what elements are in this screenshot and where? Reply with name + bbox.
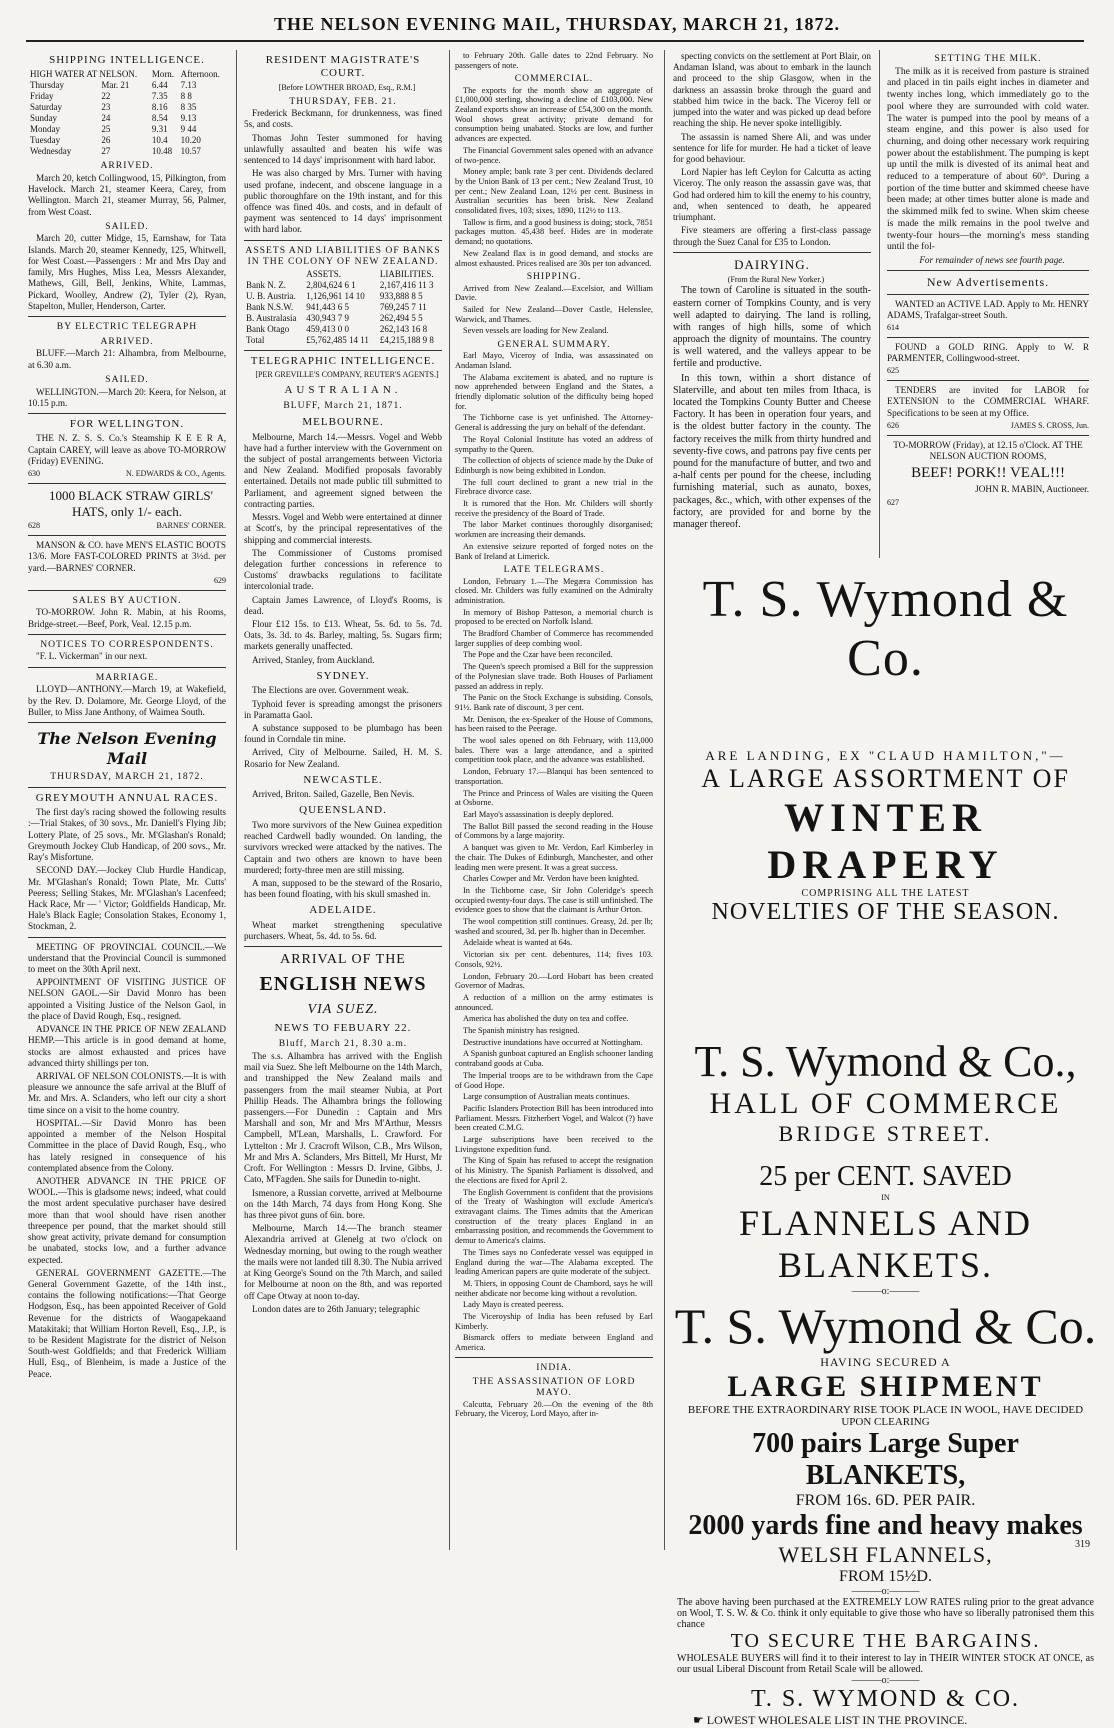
rule [28, 590, 226, 591]
advert: TO-MORROW (Friday), at 12.15 o'Clock. AT THE NELSON AUCTION ROOMS, [893, 439, 1083, 461]
advert-line: FROM 15½D. [839, 1568, 932, 1585]
table-cell: 22 [101, 91, 111, 102]
rule [244, 350, 442, 351]
advert-line: NOVELTIES OF THE SEASON. [711, 899, 1060, 925]
paragraph: HOSPITAL.—Sir David Monro has been appointed a member of the Nelson Hospital Committee in the place of David Rough, Esq., who has lately resigned in consequence of his contemplated absence from the Colony. [28, 1117, 226, 1173]
advert: WANTED an ACTIVE LAD. Apply to Mr. HENRY ADAMS, Trafalgar-street South. [887, 298, 1089, 321]
ad-signer: JAMES S. CROSS, Jun. [1010, 420, 1089, 430]
subheading: NOTICES TO CORRESPONDENTS. [40, 638, 214, 650]
table-cell: Friday [30, 91, 54, 102]
rule [455, 1357, 653, 1358]
paragraph: In this town, within a short distance of Slaterville, and about ten miles from Ithaca, is located the Tompkins County Butter and Cheese Factory. It has been in operation four years, and is the oldest butter factory in the county. The factory receives the milk from thirty hundred and seventy-five cows, and patrons pay five cents per pound for the manufacture of butter, and two and a-half cents per pound for the cheese, including furnishing material, such as aunato, boxes, packages, &c., which, with other expenses of the factory, are provided for and borne by the manager thereof. [673, 372, 871, 530]
table-cell: 25 [101, 124, 111, 135]
subheading: ARRIVED. [100, 160, 154, 172]
paragraph: The labor Market continues thoroughly disorganised; workmen are increasing their demands. [455, 520, 653, 540]
table-cell: Thursday [30, 80, 64, 91]
section-heading: RESIDENT MAGISTRATE'S COURT. [265, 54, 421, 80]
paragraph: SECOND DAY.—Jockey Club Hurdle Handicap, Mr. M'Glashan's Ronald; Town Plate, Mr. Cutts' Peeress; Selling Stakes, Mr. M'Glashan's Lacenfeed; Hack Race, Mr — ' Victor; Goldfields Handicap, Mr. Hale's Black Eagle; Consolation Stakes, Economy 1, Stockman, 2. [28, 865, 226, 932]
paragraph: Seven vessels are loading for New Zealand. [463, 326, 609, 336]
subheading: SHIPPING. [526, 271, 582, 283]
paragraph: The Imperial troops are to be withdrawn from the Cape of Good Hope. [455, 1070, 653, 1090]
advert-line: HAVING SECURED A [820, 1355, 951, 1369]
advert-line: WELSH FLANNELS, [778, 1542, 993, 1567]
paragraph: A banquet was given to Mr. Verdon, Earl Kimberley in the chair. The Dukes of Edinburgh, Manchester, and other leading men were present. It was a great success. [455, 843, 653, 872]
banks-table [244, 269, 442, 346]
table-cell: 933,888 8 5 [379, 291, 423, 302]
paragraph: APPOINTMENT OF VISITING JUSTICE OF NELSON GAOL.—Sir David Monro has been appointed a Visiting Justice of the Nelson Gaol, in the place of David Rough, Esq., resigned. [28, 977, 226, 1021]
ad-number: 630 [28, 469, 40, 479]
table-cell: 769,245 7 11 [379, 301, 427, 312]
column-2 [244, 50, 442, 1550]
ad-signature [28, 469, 226, 479]
advert-items: BEEF! PORK!! VEAL!!! [911, 465, 1065, 482]
paragraph: London, February 20.—Lord Hobart has been created Governor of Madras. [455, 971, 653, 991]
section-heading: NEWS TO FEBUARY 22. [274, 1021, 412, 1034]
paragraph: Victorian six per cent. debentures, 114; fives 103. Consols, 92½. [455, 950, 653, 969]
advert-paragraph: WHOLESALE BUYERS will find it to their interest to lay in THEIR WINTER STOCK AT ONCE, as our usual Liberal Discount from Retail Scale will be allowed. [677, 1653, 1094, 1675]
table-cell: 8 8 [180, 91, 192, 102]
ad-number: 614 [887, 323, 899, 333]
ad-number: 629 [214, 575, 226, 585]
paragraph: Melbourne, March 14.—Messrs. Vogel and Webb have had a further interview with the Government on the subject of postal arrangements between Victoria and New Zealand. Modified proposals favorably entertained. Details not made public till submitted to Parliament, and agreement signed between the contracting parties. [244, 431, 442, 509]
paragraph: Arrived, City of Melbourne. Sailed, H. M. S. Rosario for New Zealand. [244, 747, 442, 769]
advert-line: FROM 16s. 6D. PER PAIR. [795, 1492, 976, 1509]
paragraph: Frederick Beckmann, for drunkenness, was fined 5s, and costs. [244, 108, 442, 130]
paragraph: March 20, ketch Collingwood, 15, Pilkington, from Havelock. March 21, steamer Keera, Carey, from Wellington. March 21, steamer Murray, 56, Palmer, from West Coast. [28, 172, 226, 217]
paragraph: A man, supposed to be the steward of the Rosario, has been found floating, with his skull smashed in. [244, 877, 442, 900]
subheading: BLUFF, March 21, 1871. [283, 400, 403, 412]
section-heading: GREYMOUTH ANNUAL RACES. [35, 791, 219, 804]
paragraph: America has abolished the duty on tea and coffee. [463, 1014, 629, 1024]
paragraph: Lord Napier has left Ceylon for Calcutta as acting Viceroy. The only reason the assassin gave was, that God had ordered him to kill the enemy to his country, and, when sentenced to death, he appeared triumphant. [673, 167, 871, 223]
paragraph: TO-MORROW. John R. Mabin, at his Rooms, Bridge-street.—Beef, Pork, Veal. 12.15 p.m. [28, 607, 226, 629]
paragraph: Thomas John Tester summoned for having unlawfully assaulted and beaten his wife was sentenced to 14 days' imprisonment with hard labor. [244, 132, 442, 166]
paragraph: LLOYD—ANTHONY.—March 19, at Wakefield, by the Rev. D. Dolamore, Mr. George Lloyd, of the Buller, to Miss Jane Anthony, of Waimea South. [28, 684, 226, 717]
table-header: ASSETS. [306, 269, 341, 280]
paper-title: The Nelson Evening Mail [37, 729, 217, 768]
table-cell: 8 35 [180, 102, 197, 113]
ad-signature [887, 323, 1089, 333]
table-cell: 2,804,624 6 1 [306, 280, 356, 291]
paragraph: to February 20th. Galle dates to 22nd February. No passengers of note. [455, 51, 653, 70]
table-header: LIABILITIES. [379, 269, 434, 280]
advert-line-text: LOWEST WHOLESALE LIST IN THE PROVINCE. [706, 1713, 968, 1727]
subheading: SETTING THE MILK. [934, 53, 1042, 64]
paragraph: The milk as it is received from pasture is strained and placed in tin pails eight inches in diameter and twenty inches long, which immediately go to the pool where they are surrounded with cold water. The water is pumped into the pool by means of a steam engine, and this power is also used for churning, and doing other necessary work requiring power about the establishment. The pumping is kept up until the milk is divested of its animal heat and reduced to a temperature of about 60°. During a portion of the time butter and skimmed cheese have been made; at other times butter alone is made and the skimmed milk fed to swine. When skim cheese is made the milk remains in the pool twelve and twenty-four hours—the morning's mess standing until the fol- [887, 65, 1089, 253]
paragraph: The full court declined to grant a new trial in the Firebrace divorce case. [455, 477, 653, 497]
table-cell: Sunday [30, 113, 57, 124]
rule [28, 937, 226, 938]
ad-signature [28, 576, 226, 586]
table-row [28, 80, 226, 91]
paragraph: Money ample; bank rate 3 per cent. Dividends declared by the Union Bank of 13 per cent.; New Zealand Trust, 10 per cent.; New Zealand Loan, 12½ per cent. Business in Australian securities has been brisk. New Zealand consolidated fives, 103; sixes, 1890, 112½ to 113. [455, 167, 653, 216]
subheading: BY ELECTRIC TELEGRAPH [56, 320, 198, 332]
paragraph: Typhoid fever is spreading amongst the prisoners in Paramatta Gaol. [244, 698, 442, 720]
advert-line: HALL OF COMMERCE [709, 1087, 1062, 1120]
paragraph: The Financial Government sales opened with an advance of two-pence. [455, 145, 653, 165]
dairy-source: (From the Rural New Yorker.) [727, 274, 825, 284]
paragraph: A Spanish gunboat captured an English schooner landing contraband goods at Cuba. [455, 1049, 653, 1069]
table-header: HIGH WATER AT NELSON. [30, 69, 138, 80]
table-cell: 6.44 [151, 80, 168, 91]
advert-paragraph: The above having been purchased at the EXTREMELY LOW RATES ruling prior to the great advance on Wool, T. S. W. & Co. think it only equitable to give those who have so liberally patronised them this chance [677, 1597, 1094, 1630]
table-cell: 24 [101, 113, 111, 124]
paragraph: Lady Mayo is created peeress. [463, 1300, 564, 1310]
paragraph: Sailed for New Zealand—Dover Castle, Helenslee, Warwick, and Thames. [455, 304, 653, 324]
section-heading: VIA SUEZ. [307, 1001, 379, 1017]
table-cell: 7.13 [180, 80, 197, 91]
paragraph: Destructive inundations have occurred at Nottingham. [463, 1037, 643, 1047]
separator: ———o:——— [851, 1675, 920, 1686]
ad-signature [887, 498, 1089, 508]
paragraph: The Tichborne case is yet unfinished. The Attorney-General is addressing the jury on behalf of the defendant. [455, 413, 653, 433]
table-cell: Bank N.S.W. [246, 301, 294, 312]
column-divider [879, 50, 880, 558]
table-row [28, 113, 226, 124]
table-cell: 262,143 16 8 [379, 323, 428, 334]
paragraph: The Pope and the Czar have been reconciled. [463, 650, 613, 660]
table-cell: 9 44 [180, 124, 197, 135]
rule [887, 270, 1089, 271]
table-cell: 10.20 [180, 135, 201, 146]
advert-line: ARE LANDING, EX "CLAUD HAMILTON,"— [705, 748, 1066, 763]
table-row [244, 324, 442, 335]
paragraph: The Alabama excitement is abated, and no rupture is now apprehended between England and the States, a friendly diplomatic solution of the difficulty being hoped for. [455, 372, 653, 411]
paragraph: Large consumption of Australian meats continues. [463, 1092, 630, 1102]
table-cell: £5,762,485 14 11 [306, 334, 369, 345]
rule [28, 722, 226, 723]
paragraph: The first day's racing showed the following results :—Trial Stakes, of 30 sovs., Mr. Daniell's Flying Jib; Lottery Plate, of 25 sovs., Mr. M'Glashan's Ronald; Greymouth Jockey Club Handicap, of 200 sovs., Mr. Ray's Misfortune. [28, 807, 226, 863]
hats-advert: 1000 BLACK STRAW GIRLS' HATS, only 1/- each. [49, 487, 213, 519]
table-header: Afternoon. [180, 69, 220, 80]
paragraph: In the Tichborne case, Sir John Coleridge's speech occupied twenty-four days. The case is still unfinished. The evidence goes to show that the claimant is Arthur Orton. [455, 885, 653, 915]
paragraph: Wheat market strengthening speculative purchasers. Wheat, 5s. 4d. to 5s. 6d. [244, 919, 442, 942]
advert: FOUND a GOLD RING. Apply to W. R PARMENTER, Collingwood-street. [887, 341, 1089, 364]
subheading: GENERAL SUMMARY. [497, 339, 611, 351]
paragraph: The Commissioner of Customs promised delegation further concessions in reference to Customs' drawbacks regulations to facilitate intercolonial trade. [244, 547, 442, 592]
table-cell: Total [246, 334, 265, 345]
column-4 [673, 50, 871, 555]
rule [28, 667, 226, 668]
paragraph: GENERAL GOVERNMENT GAZETTE.—The General Government Gazette, of the 14th inst., contains the following notifications:—That George Hodgson, Esq., has been appointed Receiver of Gold Revenue for the districts of Waogapekaand Matakitaki; that William Horton Revell, Esq., J.P., is to be Resident Magistrate for the district of Nelson South-west Goldfields; and that Frederick William Hull, Esq., of Blenheim, is made a Justice of the Peace. [28, 1267, 226, 1379]
table-cell: 8.54 [151, 113, 168, 124]
court-sub: [Before LOWTHER BROAD, Esq., R.M.] [278, 82, 416, 92]
paragraph: Calcutta, February 20.—On the evening of the 8th February, the Viceroy, Lord Mayo, after in- [455, 1399, 653, 1419]
paragraph: The wool competition still continues. Greasy, 2d. per lb; washed and scoured, 3d. per lb. higher than in December. [455, 917, 653, 936]
masthead: THE NELSON EVENING MAIL, THURSDAY, MARCH 21, 1872. [274, 14, 840, 34]
advert-line: 25 per CENT. SAVED [759, 1161, 1012, 1192]
paragraph: The Ballot Bill passed the second reading in the House of Commons by a large majority. [455, 821, 653, 841]
subheading: ARRIVED. [100, 335, 154, 347]
paragraph: ANOTHER ADVANCE IN THE PRICE OF WOOL.—This is gladsome news; indeed, what could the most ardent speculative purchaser have desired more than that wool should have risen another threepence per pound, that the market should still show great activity, private demand for consumption be unabated, stocks low, and a further advance expected. [28, 1175, 226, 1265]
table-cell: £4,215,188 9 8 [379, 334, 434, 345]
table-row [28, 91, 226, 102]
paragraph: ARRIVAL OF NELSON COLONISTS.—It is with pleasure we announce the safe arrival at the Bluff of Mr. and Mrs. A. Sclanders, who left our city a short time since on a visit to the home country. [28, 1071, 226, 1115]
table-row [244, 291, 442, 302]
separator: ———o:——— [851, 1286, 920, 1297]
table-cell: 26 [101, 135, 111, 146]
table-cell: Monday [30, 124, 60, 135]
table-cell: 10.4 [151, 135, 168, 146]
column-divider [236, 50, 237, 1550]
table-cell: Tuesday [30, 135, 61, 146]
section-heading: DAIRYING. [734, 256, 810, 272]
subheading: THE ASSASSINATION OF LORD MAYO. [472, 1376, 636, 1399]
table-cell: Bank N. Z. [246, 280, 286, 291]
paragraph: Tallow is firm, and a good business is doing; stock, 7851 packages mutton. 45,438 beef. Hides are in moderate demand; no quotations. [455, 217, 653, 247]
advert-line: LARGE SHIPMENT [727, 1370, 1044, 1403]
table-cell: 23 [101, 102, 111, 113]
paragraph: Adelaide wheat is wanted at 64s. [463, 938, 573, 948]
paragraph: An extensive seizure reported of forged notes on the Bank of Ireland at Limerick. [455, 541, 653, 561]
paragraph: For remainder of news see fourth page. [919, 254, 1065, 265]
paragraph: The Royal Colonial Institute has voted an address of sympathy to the Queen. [455, 434, 653, 454]
table-cell: Mar. 21 [101, 80, 130, 91]
advert-line: A LARGE ASSORTMENT OF [701, 764, 1070, 793]
rule [28, 316, 226, 317]
section-heading: AUSTRALIAN. [284, 384, 402, 397]
column-divider [449, 50, 450, 1550]
advert-line: BRIDGE STREET. [778, 1121, 993, 1146]
paragraph: specting convicts on the settlement at Port Blair, on Andaman Island, was about to embark in the launch and proceed to the ship Glasgow, when in the darkness an assassin broke through the guard and stabbed him twice in the back. The Viceroy fell or jumped into the water and was picked up dead before reaching the ship. He never spoke intelligibly. [673, 51, 871, 129]
rule [28, 535, 226, 536]
paragraph: MEETING OF PROVINCIAL COUNCIL.—We understand that the Provincial Council is summoned to meet on the 30th April next. [28, 941, 226, 975]
table-cell: 9.31 [151, 124, 168, 135]
rule [28, 787, 226, 788]
paragraph: The exports for the month show an aggregate of £1,000,000 sterling, showing a decline of £103,000. New Zealand exports show an increase of £54,300 on the month. Wool shows great activity; private demand for consumption being unabated. Stocks are low, and further advances are expected. [455, 85, 653, 144]
wymond-advert [673, 560, 1098, 1728]
advert-firm-name: T. S. Wymond & Co., [694, 1037, 1077, 1086]
paragraph: Large subscriptions have been received to the Livingstone expedition fund. [455, 1135, 653, 1154]
paragraph: London, February 1.—The Megæra Commission has closed. Mr. Childers was fully examined on the Admiralty administration. [455, 576, 653, 605]
table-cell: 2,167,416 11 3 [379, 280, 434, 291]
table-cell: 9.13 [180, 113, 197, 124]
paragraph: Melbourne, March 14.—The branch steamer Alexandria arrived at Glenelg at two o'clock on Wednesday morning, but owing to the rough weather the mails were not landed till 8.30. The Nubia arrived at King George's Sound on the 7th March, and sailed for Melbourne at noon on the 8th, and was reported off Cape Otway at noon to-day. [244, 1223, 442, 1301]
paragraph: The town of Caroline is situated in the south-eastern corner of Tompkins County, and is very well adapted to dairying. The land is rolling, with ranges of high hills, some of which approach the dignity of mountains. The country is well watered, and the valleys appear to be fertile and productive. [673, 285, 871, 370]
paragraph: The Bradford Chamber of Commerce has recommended larger supplies of deep combing wool. [455, 629, 653, 648]
ad-signer: JOHN R. MABIN, Auctioneer. [975, 484, 1089, 495]
subheading: SAILED. [105, 220, 149, 232]
paragraph: The Panic on the Stock Exchange is subsiding. Consols, 91½. Bank rate of discount, 3 per cent. [455, 693, 653, 712]
subheading: LATE TELEGRAMS. [503, 564, 605, 576]
table-row [244, 335, 442, 346]
paragraph: The collection of objects of science made by the Duke of Edinburgh is now being exhibited in London. [455, 456, 653, 475]
section-heading: ARRIVAL OF THE [280, 952, 406, 968]
advert-firm-name: T. S. Wymond & Co. [674, 1298, 1097, 1354]
table-cell: 27 [101, 146, 111, 157]
ad-signature [887, 421, 1089, 431]
boots-advert: MANSON & CO. have MEN'S ELASTIC BOOTS 13/6. More FAST-COLORED PRINTS at 3½d. per yard.—BARNES' CORNER. [28, 540, 226, 573]
rule [28, 634, 226, 635]
hand-pointer-icon: ☛ [693, 1713, 707, 1727]
table-cell: 262,494 5 5 [379, 312, 423, 323]
paragraph: Messrs. Vogel and Webb were entertained at dinner at Scott's, by the principal representatives of the shipping and commercial interests. [244, 512, 442, 545]
paragraph: Ismenore, a Russian corvette, arrived at Melbourne on the 14th March, 74 days from Hong Kong. She has three pivot guns of 6in. bore. [244, 1187, 442, 1220]
table-cell: Saturday [30, 102, 62, 113]
ad-number: 628 [28, 521, 40, 531]
paragraph: Earl Mayo, Viceroy of India, was assassinated on Andaman Island. [455, 351, 653, 370]
paragraph: Arrived from New Zealand.—Excelsior, and William Davie. [455, 283, 653, 303]
table-cell: 8.16 [151, 102, 168, 113]
paragraph: The Spanish ministry has resigned. [463, 1026, 580, 1036]
paragraph: WELLINGTON.—March 20: Keera, for Nelson, at 10.15 p.m. [28, 386, 226, 408]
table-cell: 10.57 [180, 146, 201, 157]
advert-line: COMPRISING ALL THE LATEST [801, 888, 970, 899]
column-3 [455, 50, 653, 1550]
paragraph: Two more survivors of the New Guinea expedition reached Cardwell badly wounded. On landing, the survivors wrecked were attacked by the natives. The Captain and two others are known to have been murdered; forty-three men are still missing. [244, 819, 442, 875]
rule [887, 435, 1089, 436]
subheading: Bluff, March 21, 8.30 a.m. [278, 1038, 408, 1050]
paragraph: BLUFF.—March 21: Alhambra, from Melbourne, at 6.30 a.m. [28, 348, 226, 370]
table-row [244, 313, 442, 324]
rule [887, 337, 1089, 338]
table-cell: 7.35 [151, 91, 168, 102]
paragraph: The Times says no Confederate vessel was equipped in England during the war—The Alabama excepted. The leading American papers are quite moderate of the subject. [455, 1247, 653, 1277]
paragraph: ADVANCE IN THE PRICE OF NEW ZEALAND HEMP.—This article is in good demand at home, stocks are almost exhausted and prices have advanced thirty shillings per ton. [28, 1024, 226, 1068]
column-divider [664, 50, 665, 1550]
section-heading: NEWCASTLE. [303, 773, 383, 786]
advert-line: IN [881, 1193, 890, 1202]
rule [28, 413, 226, 414]
table-cell: 10.48 [151, 146, 173, 157]
advert-line: TO SECURE THE BARGAINS. [730, 1630, 1041, 1652]
table-header: Morn. [151, 69, 175, 80]
ship-advert: THE N. Z. S. S. Co.'s Steamship K E E R A, Captain CAREY, will leave as above TO-MORROW (Friday) EVENING. [28, 433, 226, 466]
table-cell: 1,126,961 14 10 [306, 291, 365, 302]
rule [673, 252, 871, 253]
paragraph: A substance supposed to be plumbago has been found in Corndale tin mine. [244, 722, 442, 745]
paragraph: A reduction of a million on the army estimates is announced. [455, 992, 653, 1012]
rule [887, 294, 1089, 295]
paragraph: The Viceroyship of India has been refused by Earl Kimberly. [455, 1312, 653, 1331]
rule [244, 240, 442, 241]
table-cell: Wednesday [30, 146, 72, 157]
table-row [244, 269, 442, 280]
table-cell: 459,413 0 0 [306, 323, 349, 334]
ad-signature [28, 521, 226, 531]
advert-line: WINTER DRAPERY [767, 795, 1004, 887]
paragraph: The English Government is confident that the provisions of the Treaty of Washington will exclude America's extravagant claims. The Times admits that the American construction of the treaty places England in an embarrassing position, and recommends the Government to demur to America's claims. [455, 1187, 653, 1246]
ad-number: 626 [887, 420, 899, 430]
paragraph: The wool sales opened on 8th February, with 113,000 bales. There was a large attendance, and a spirited competition took place, and the advance was established. [455, 736, 653, 765]
page-number: 319 [1075, 1539, 1090, 1550]
rule [887, 380, 1089, 381]
paragraph: It is rumored that the Hon. Mr. Childers will shortly receive the presidency of the Board of Trade. [455, 499, 653, 518]
subheading: ASSETS AND LIABILITIES OF BANKS IN THE COLONY OF NEW ZEALAND. [245, 244, 441, 268]
paragraph: Charles Cowper and Mr. Verdon have been knighted. [463, 874, 640, 884]
subheading: SAILED. [105, 373, 149, 385]
paragraph: In memory of Bishop Patteson, a memorial church is proposed to be erected on Norfolk Island. [455, 607, 653, 627]
advert-line: 700 pairs Large Super BLANKETS, [752, 1428, 1019, 1491]
paragraph: Earl Mayo's assassination is deeply deplored. [463, 809, 614, 819]
ad-signature [887, 366, 1089, 376]
table-cell: 430,943 7 9 [306, 312, 349, 323]
paragraph: London dates are to 26th January; telegraphic [252, 1303, 420, 1314]
paragraph: "F. L. Vickerman" in our next. [36, 651, 148, 662]
advert-line: 2000 yards fine and heavy makes [688, 1510, 1083, 1541]
paragraph: Flour £12 15s. to £13. Wheat, 5s. 6d. to 5s. 7d. Oats, 3s. 3d. to 4s. Barley, malting, 5s. Sugars firm; markets generally unaffected. [244, 619, 442, 652]
paragraph: Arrived, Stanley, from Auckland. [252, 654, 375, 665]
advert-line: FLANNELS AND BLANKETS. [738, 1203, 1032, 1285]
paragraph: March 20, cutter Midge, 15, Earnshaw, for Tata Islands. March 20, steamer Kennedy, 125, Whitwell, for West Coast.—Passengers : Mr and Mrs Day and family, Mrs Hughes, Miss Lea, Messrs Alexander, Mathews, Gill, Bell, Jenkins, White, Lammas, Pickard, Woolley, Andrew (2), Tyler (2), Ryan, Stapelton, Muller, Henderson, Carter. [28, 233, 226, 311]
paragraph: Pacific Islanders Protection Bill has been introduced into Parliament. Messrs. Fitzherbert Vogel, and Walcot (?) have been created C.M.G. [455, 1103, 653, 1133]
paragraph: He was also charged by Mrs. Turner with having used profane, indecent, and obscene language in a public thoroughfare on the 19th instant, and for this offence was fined 40s. and costs, and in default of payment was sentenced to 14 days' imprisonment with hard labor. [244, 168, 442, 235]
subheading: SALES BY AUCTION. [72, 594, 182, 606]
paragraph: London, February 17.—Blanqui has been sentenced to transportation. [455, 767, 653, 786]
table-row [244, 302, 442, 313]
ad-number: 627 [887, 497, 899, 507]
ad-signer: BARNES' CORNER. [156, 521, 226, 531]
section-heading: MELBOURNE. [302, 416, 384, 429]
advert-firm-name: T. S. Wymond & Co. [702, 571, 1069, 687]
column-1 [28, 50, 226, 1550]
paragraph: Arrived, Briton. Sailed, Gazelle, Ben Nevis. [252, 789, 415, 800]
subheading: COMMERCIAL. [514, 73, 594, 85]
section-heading: FOR WELLINGTON. [69, 417, 185, 430]
paragraph: The Queen's speech promised a Bill for the suppression of the Polynesian slave trade. Both Houses of Parliament passed an address in reply. [455, 662, 653, 691]
ad-signer: N. EDWARDS & CO., Agents. [125, 469, 226, 479]
table-cell: 941,443 6 5 [306, 301, 349, 312]
paragraph: New Zealand flax is in good demand, and stocks are almost exhausted. Prices realised are 30s per ton advanced. [455, 248, 653, 268]
tel-sub: [PER GREVILLE'S COMPANY, REUTER'S AGENTS.] [255, 370, 439, 380]
subheading: INDIA. [536, 1361, 572, 1373]
advert-line [673, 1713, 1098, 1728]
rule [244, 946, 442, 947]
ad-number: 625 [887, 366, 899, 376]
paragraph: M. Thiers, in opposing Count de Chambord, says he will neither abdicate nor become king without a revolution. [455, 1278, 653, 1298]
paper-date: THURSDAY, MARCH 21, 1872. [50, 771, 204, 783]
paragraph: The assassin is named Shere Ali, and was under sentence for life for murder. He had a ticket of leave for good behaviour. [673, 131, 871, 164]
advert-signature: T. S. WYMOND & CO. [750, 1686, 1021, 1712]
table-cell: U. B. Austria. [246, 291, 296, 302]
table-row [28, 146, 226, 157]
subheading: THURSDAY, FEB. 21. [289, 95, 397, 107]
advert-line: BEFORE THE EXTRAORDINARY RISE TOOK PLACE IN WOOL, HAVE DECIDED UPON CLEARING [687, 1404, 1084, 1428]
paragraph: The Prince and Princess of Wales are visiting the Queen at Osborne. [455, 788, 653, 808]
section-heading: New Advertisements. [926, 275, 1050, 290]
rule [28, 483, 226, 484]
paragraph: Captain James Lawrence, of Lloyd's Rooms, is dead. [244, 594, 442, 616]
section-heading: SYDNEY. [316, 669, 370, 682]
column-5 [887, 50, 1089, 555]
subheading: MARRIAGE. [95, 671, 159, 683]
table-row [244, 280, 442, 291]
paragraph: Mr. Denison, the ex-Speaker of the House of Commons, has been raised to the Peerage. [455, 714, 653, 734]
paragraph: The Elections are over. Government weak. [252, 685, 409, 696]
table-row [28, 102, 226, 113]
tide-table [28, 69, 226, 157]
table-row [28, 124, 226, 135]
table-cell: Bank Otago [246, 323, 290, 334]
section-heading: SHIPPING INTELLIGENCE. [49, 54, 205, 66]
table-row [28, 135, 226, 146]
table-row [28, 69, 226, 80]
paragraph: Bismarck offers to mediate between England and America. [455, 1333, 653, 1353]
advert: TENDERS are invited for LABOR for EXTENSION to the COMMERCIAL WHARF. Specifications to be seen at my Office. [887, 385, 1089, 418]
paragraph: The King of Spain has refused to accept the resignation of his Ministry. The Spanish Parliament is dissolved, and the elections are fixed for April 2. [455, 1156, 653, 1185]
paragraph: The s.s. Alhambra has arrived with the English mail via Suez. She left Melbourne on the 14th March, and transhipped the New Zealand mails and passengers from the mail steamer Nubia, at Port Phillip Heads. The Alhambra brings the following passengers.—For Dunedin : Captain and Mrs Marshall and son, Mr and Mrs M'Arthur, Messrs Campbell, M'Lean, Marshalls, L. Crawford. For Lyttelton : Mr J. Cracroft Wilson, C.B., Mrs Wilson, Mr and Mrs A. Sclanders, Mrs Bittell, Mr Hurst, Mr Croft. For Wellington : Messrs D. Irvine, Gibbs, J. Cato, M'Fagden. She sails for Dunedin to-night. [244, 1050, 442, 1185]
paragraph: Five steamers are offering a first-class passage through the Suez Canal for £35 to London. [673, 225, 871, 247]
section-heading: ADELAIDE. [309, 904, 377, 917]
separator: ———o:——— [851, 1586, 920, 1597]
table-cell: B. Australasia [246, 312, 297, 323]
section-heading: TELEGRAPHIC INTELLIGENCE. [250, 354, 436, 367]
section-heading: ENGLISH NEWS [259, 973, 427, 996]
section-heading: QUEENSLAND. [299, 804, 387, 817]
masthead-rule [26, 40, 1084, 42]
